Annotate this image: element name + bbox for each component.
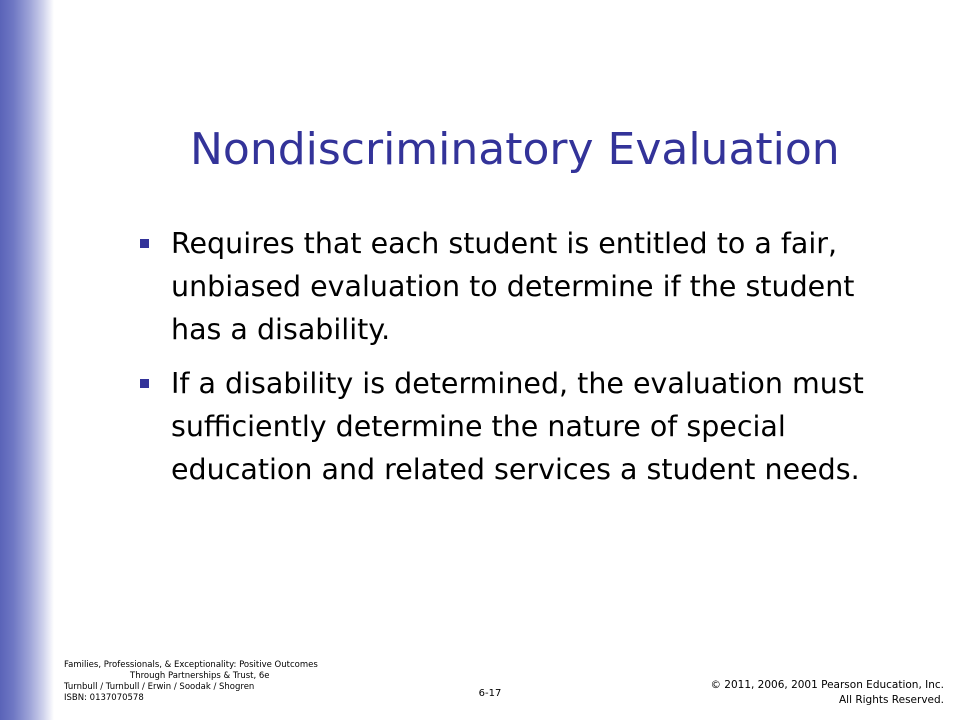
bullet-list [136, 222, 906, 502]
slide-title: Nondiscriminatory Evaluation [190, 124, 840, 175]
side-gradient-bar [0, 0, 54, 720]
page-number: 6-17 [478, 688, 502, 699]
book-title-line1: Families, Professionals, & Exceptionality: Positive Outcomes [64, 660, 318, 670]
book-isbn: ISBN: 0137070578 [64, 693, 144, 703]
bullet-item [136, 222, 906, 351]
copyright-line1: © 2011, 2006, 2001 Pearson Education, Inc. [710, 679, 944, 691]
bullet-item [136, 362, 906, 491]
book-citation [64, 660, 374, 704]
bullet-text: Requires that each student is entitled to a fair, unbiased evaluation to determine if the student has a disability. [171, 227, 855, 346]
square-bullet-icon [140, 379, 149, 388]
copyright-line2: All Rights Reserved. [838, 694, 944, 706]
copyright-notice [624, 678, 944, 708]
book-title-line2: Through Partnerships & Trust, 6e [130, 671, 270, 681]
square-bullet-icon [140, 239, 149, 248]
book-authors: Turnbull / Turnbull / Erwin / Soodak / Shogren [64, 682, 255, 692]
bullet-text: If a disability is determined, the evaluation must sufficiently determine the nature of special education and related services a student needs. [171, 367, 864, 486]
